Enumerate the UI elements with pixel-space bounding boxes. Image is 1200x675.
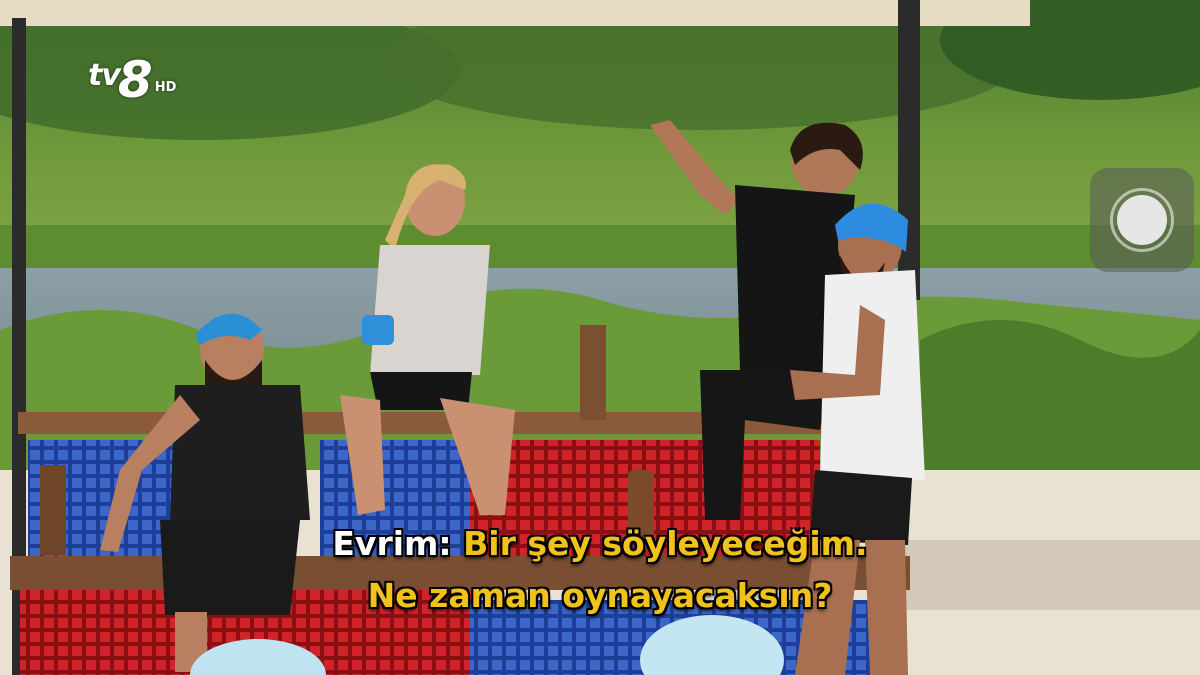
subtitle-line-2-text: Ne zaman oynayacaksın? xyxy=(367,576,833,615)
canopy-roof xyxy=(0,0,1030,26)
canopy-pole-right xyxy=(898,0,920,300)
subtitle-line-1 xyxy=(0,524,1200,564)
record-dot-icon xyxy=(1117,195,1167,245)
subtitle-speaker: Evrim: xyxy=(332,524,452,563)
logo-number: 8 xyxy=(117,51,153,109)
logo-tv-text: tv xyxy=(88,58,120,93)
person-seated-man-body xyxy=(170,385,310,520)
logo-hd-text: HD xyxy=(154,80,177,95)
subtitle-line-1-text: Bir şey söyleyeceğim. xyxy=(463,524,868,563)
tv8-hd-logo xyxy=(88,51,177,109)
person-woman-top xyxy=(370,245,490,375)
record-button-icon[interactable] xyxy=(1090,168,1194,272)
person-woman-armband xyxy=(362,315,394,345)
wooden-post xyxy=(580,325,606,420)
grass-bank xyxy=(0,225,1200,270)
subtitle-line-2 xyxy=(0,576,1200,616)
